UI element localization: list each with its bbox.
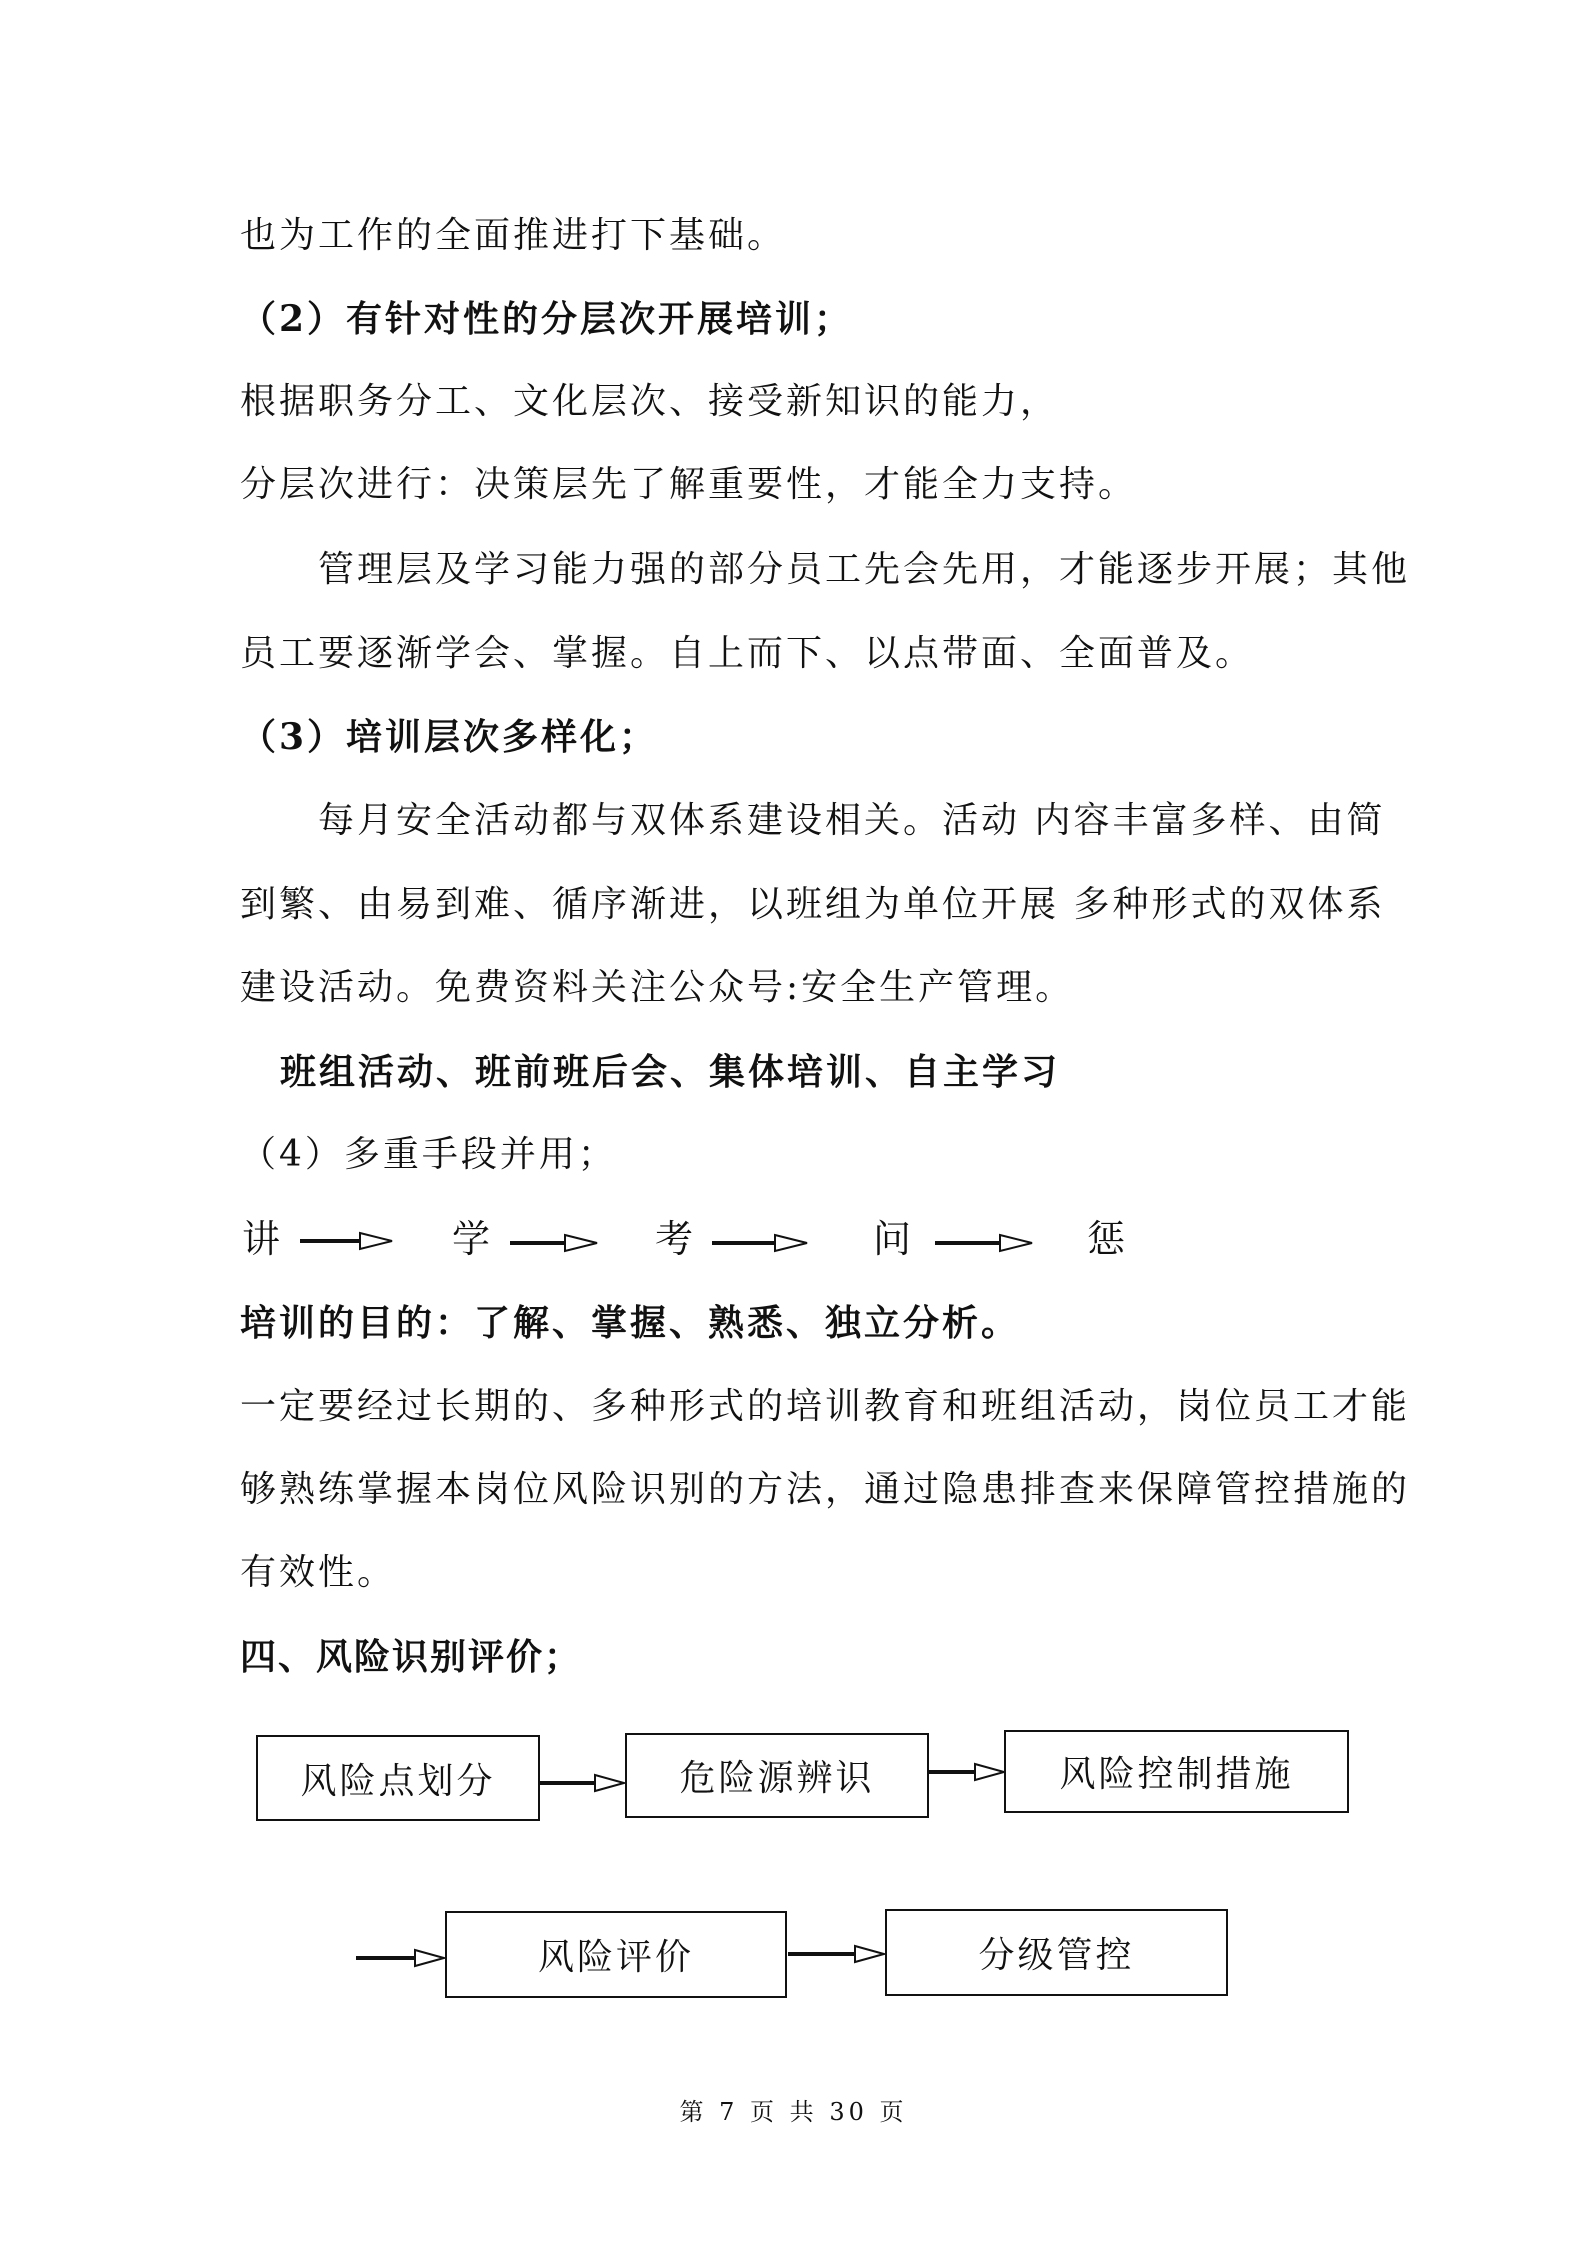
heading-2-layered-training: （2）有针对性的分层次开展培训； <box>240 298 854 340</box>
flow-box-graded-control: 分级管控 <box>885 1909 1228 1996</box>
text-line-16: 够熟练掌握本岗位风险识别的方法，通过隐患排查来保障管控措施的 <box>240 1469 1411 1510</box>
section-4-heading: 四、风险识别评价； <box>240 1636 583 1678</box>
footer-suffix: 页 <box>879 2098 908 2126</box>
flow-box-risk-point-division: 风险点划分 <box>256 1735 540 1821</box>
text-line-5: 管理层及学习能力强的部分员工先会先用，才能逐步开展；其他 <box>318 549 1411 590</box>
footer-page-number: 7 <box>719 2098 739 2126</box>
text-line-9: 到繁、由易到难、循序渐进，以班组为单位开展 多种形式的双体系 <box>240 884 1386 925</box>
text-line-10: 建设活动。免费资料关注公众号:安全生产管理。 <box>240 967 1075 1008</box>
text-line-1: 也为工作的全面推进打下基础。 <box>240 215 787 256</box>
flow-word-3: 考 <box>655 1217 694 1261</box>
risk-arrow-head-3 <box>415 1950 444 1966</box>
heading-3-diverse-training: （3）培训层次多样化； <box>240 716 659 758</box>
text-line-4: 分层次进行：决策层先了解重要性，才能全力支持。 <box>240 464 1138 505</box>
training-purpose: 培训的目的：了解、掌握、熟悉、独立分析。 <box>240 1302 1021 1344</box>
flow-box-risk-control-measures: 风险控制措施 <box>1004 1730 1349 1813</box>
footer-prefix: 第 <box>679 2098 708 2126</box>
text-line-3: 根据职务分工、文化层次、接受新知识的能力， <box>240 381 1060 422</box>
activity-list: 班组活动、班前班后会、集体培训、自主学习 <box>280 1051 1061 1093</box>
heading-4-multiple-means: （4）多重手段并用； <box>240 1134 617 1175</box>
flow-word-5: 惩 <box>1087 1217 1126 1261</box>
flow-word-4: 问 <box>873 1217 912 1261</box>
footer-total-pages: 30 <box>829 2098 868 2126</box>
risk-arrow-head-1 <box>595 1775 624 1791</box>
risk-arrow-head-4 <box>855 1946 884 1962</box>
page-footer <box>0 2092 1587 2127</box>
footer-middle: 页 共 <box>750 2098 818 2126</box>
text-line-17: 有效性。 <box>240 1552 397 1593</box>
flow-word-2: 学 <box>452 1217 491 1261</box>
flow-box-hazard-identification: 危险源辨识 <box>625 1733 929 1818</box>
text-line-8: 每月安全活动都与双体系建设相关。活动 内容丰富多样、由简 <box>318 800 1386 841</box>
text-line-6: 员工要逐渐学会、掌握。自上而下、以点带面、全面普及。 <box>240 633 1255 674</box>
flow-word-1: 讲 <box>242 1217 281 1261</box>
text-line-15: 一定要经过长期的、多种形式的培训教育和班组活动，岗位员工才能 <box>240 1386 1411 1427</box>
risk-arrow-head-2 <box>975 1764 1004 1780</box>
flow-box-risk-assessment: 风险评价 <box>445 1911 787 1998</box>
